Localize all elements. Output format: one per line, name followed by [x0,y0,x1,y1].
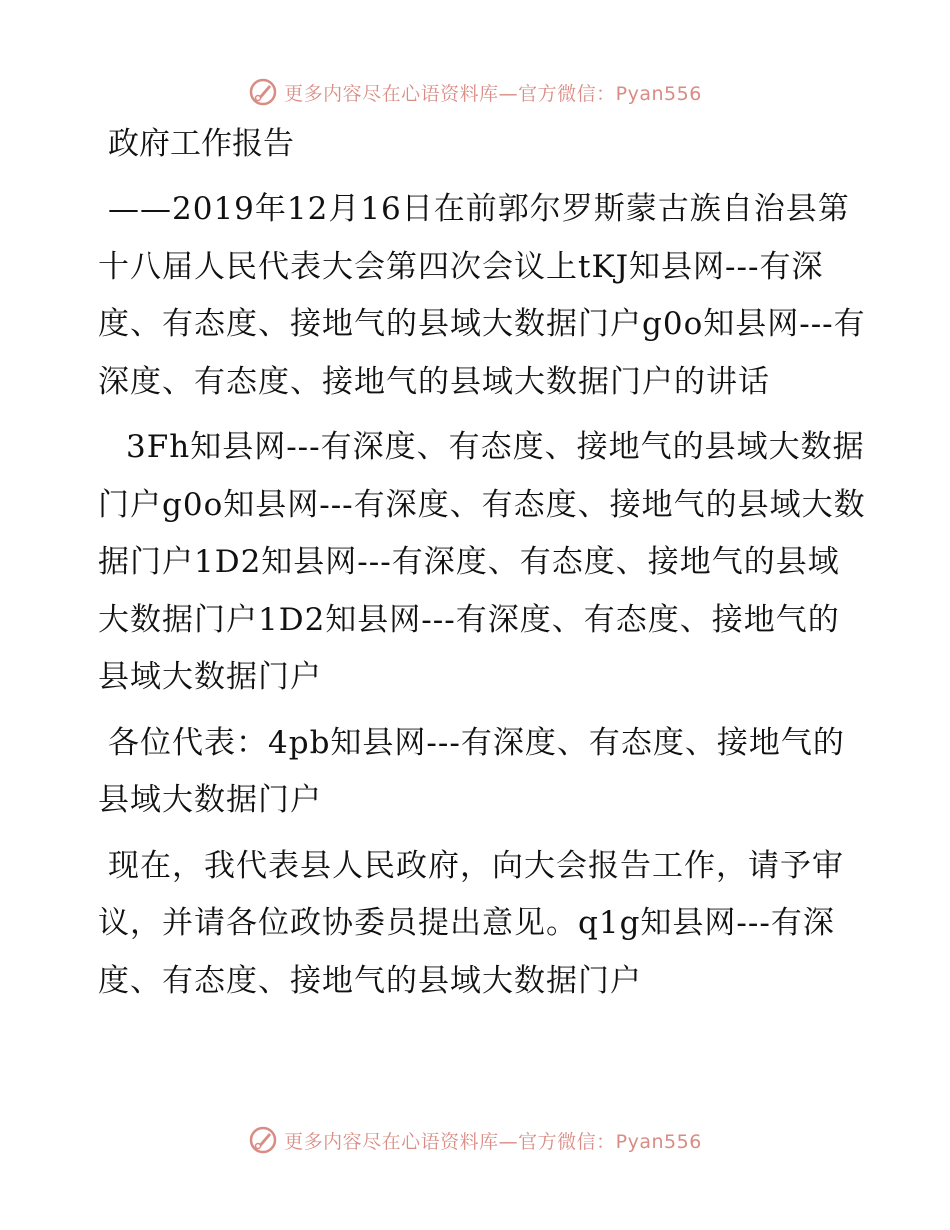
paragraph-3: 各位代表：4pb知县网---有深度、有态度、接地气的县域大数据门户 [98,724,845,818]
wechat-account: Pyan556 [615,82,702,105]
quill-seal-icon [248,1125,278,1155]
paragraph-1: ——2019年12月16日在前郭尔罗斯蒙古族自治县第十八届人民代表大会第四次会议上tKJ知县网---有深度、有态度、接地气的县域大数据门户g0o知县网---有深度、有态度、接地气的县域大数据门户的讲话 [98,191,866,400]
paragraph-2: 3Fh知县网---有深度、有态度、接地气的县域大数据门户g0o知县网---有深度、有态度、接地气的县域大数据门户1D2知县网---有深度、有态度、接地气的县域大数据门户1D2知县网---有深度、有态度、接地气的县域大数据门户 [98,429,866,695]
watermark-label: 更多内容尽在心语资料库—官方微信： [284,1130,616,1153]
document-title: 政府工作报告 [108,126,294,162]
header-watermark [0,72,950,112]
footer-watermark [0,1120,950,1160]
watermark-label: 更多内容尽在心语资料库—官方微信： [284,82,616,105]
quill-seal-icon [248,77,278,107]
document-body [98,116,868,1018]
wechat-account: Pyan556 [615,1130,702,1153]
header-watermark-text [284,79,702,106]
paragraph-4: 现在，我代表县人民政府，向大会报告工作，请予审议，并请各位政协委员提出意见。q1g知县网---有深度、有态度、接地气的县域大数据门户 [98,847,844,999]
footer-watermark-text [284,1127,702,1154]
